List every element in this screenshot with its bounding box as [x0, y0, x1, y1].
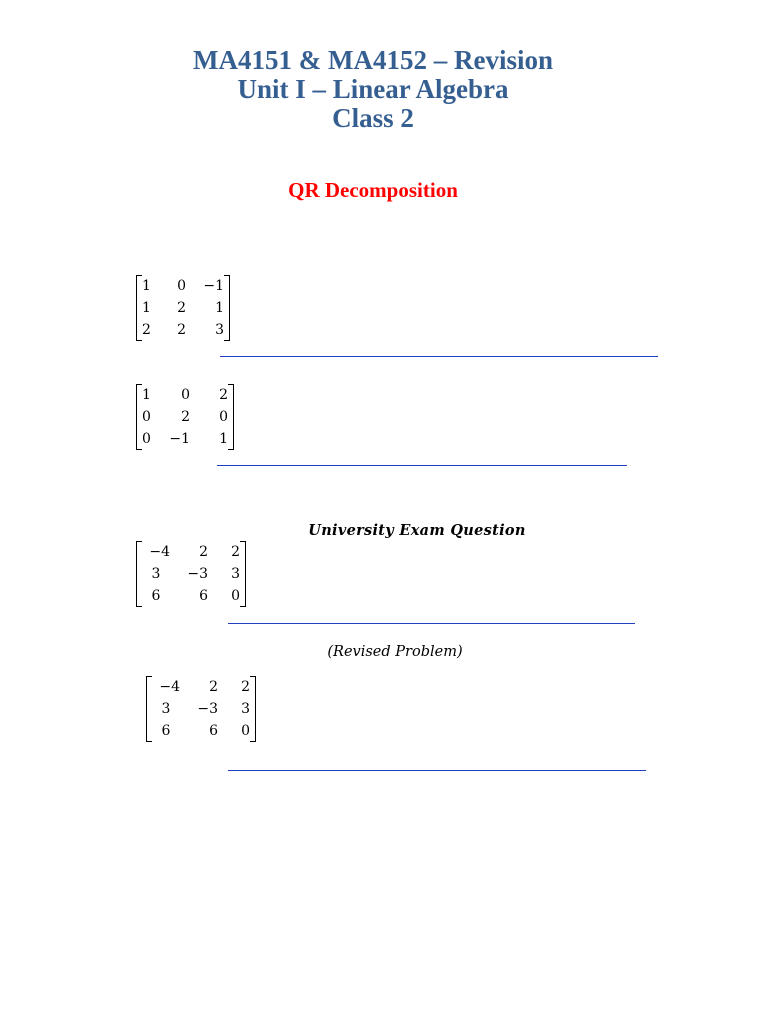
answer-line-3: [228, 623, 635, 624]
university-exam-caption: University Exam Question: [308, 522, 526, 539]
matrix-3: [136, 541, 246, 607]
matrix-cell: 1: [142, 387, 151, 403]
matrix-cell: 2: [177, 300, 186, 316]
section-title: QR Decomposition: [288, 178, 458, 202]
matrix-cell: −4: [149, 544, 170, 560]
matrix-cell: 1: [142, 278, 151, 294]
matrix-cell: 1: [215, 300, 224, 316]
matrix-cell: 1: [142, 300, 151, 316]
title-block: [0, 46, 746, 133]
matrix-cell: 2: [177, 322, 186, 338]
matrix-cell: 0: [177, 278, 186, 294]
matrix-cell: 3: [231, 566, 240, 582]
matrix-2: [136, 384, 234, 450]
matrix-cell: 0: [241, 723, 250, 739]
matrix-cell: 3: [241, 701, 250, 717]
matrix-cell: 2: [199, 544, 208, 560]
title-line-1: MA4151 & MA4152 – Revision: [193, 45, 553, 75]
answer-line-4: [228, 770, 646, 771]
matrix-cell: 0: [142, 431, 151, 447]
matrix-cell: 2: [231, 544, 240, 560]
matrix-cell: 6: [209, 723, 218, 739]
matrix-cell: 2: [142, 322, 151, 338]
answer-line-1: [220, 356, 658, 357]
title-line-3: Class 2: [332, 103, 414, 133]
matrix-cell: −1: [169, 431, 190, 447]
revised-problem-caption: (Revised Problem): [327, 644, 463, 660]
matrix-cell: −3: [197, 701, 218, 717]
matrix-cell: 2: [219, 387, 228, 403]
matrix-cell: 3: [161, 701, 171, 717]
matrix-cell: 6: [151, 588, 161, 604]
matrix-4: [146, 676, 256, 742]
answer-line-2: [217, 465, 627, 466]
matrix-cell: 3: [151, 566, 161, 582]
matrix-1: [136, 275, 230, 341]
matrix-cell: 0: [219, 409, 228, 425]
matrix-cell: 6: [161, 723, 171, 739]
matrix-cell: 1: [219, 431, 228, 447]
matrix-cell: 0: [142, 409, 151, 425]
matrix-cell: 6: [199, 588, 208, 604]
matrix-cell: 2: [209, 679, 218, 695]
matrix-cell: −1: [203, 278, 224, 294]
matrix-cell: 2: [181, 409, 190, 425]
matrix-cell: 0: [231, 588, 240, 604]
matrix-cell: 3: [215, 322, 224, 338]
matrix-cell: 2: [241, 679, 250, 695]
matrix-cell: 0: [181, 387, 190, 403]
matrix-cell: −3: [187, 566, 208, 582]
matrix-cell: −4: [159, 679, 180, 695]
title-line-2: Unit I – Linear Algebra: [237, 74, 509, 104]
